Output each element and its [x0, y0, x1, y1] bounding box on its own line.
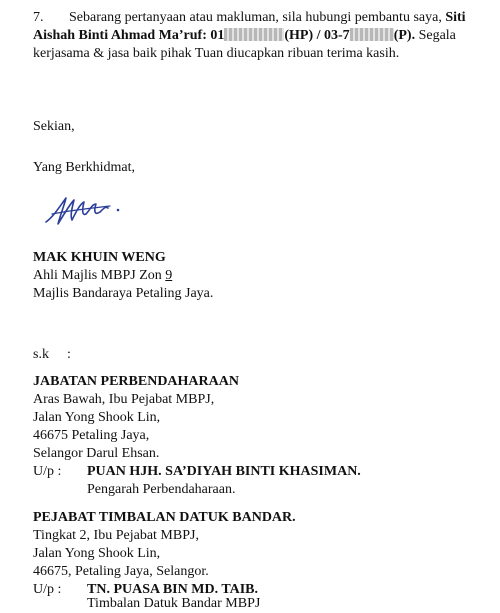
- cc-heading: [33, 346, 71, 364]
- cc1-up-name: PUAN HJH. SA’DIYAH BINTI KHASIMAN.: [87, 464, 361, 479]
- cc1-up-title-row: [33, 481, 235, 499]
- paragraph-text-a: Sebarang pertanyaan atau makluman, sila hubungi pembantu saya,: [69, 10, 446, 25]
- closing-yang-berkhidmat: Yang Berkhidmat,: [33, 160, 136, 175]
- cc1-address-line: Jalan Yong Shook Lin,: [33, 410, 161, 425]
- cc2-address-line: 46675, Petaling Jaya, Selangor.: [33, 564, 209, 579]
- contact-name-part-2: Aishah Binti Ahmad Ma’ruf: 01: [33, 28, 225, 43]
- cc1-address-line: 46675 Petaling Jaya,: [33, 428, 150, 443]
- redacted-phone-p: [350, 28, 394, 41]
- cc2-department: PEJABAT TIMBALAN DATUK BANDAR.: [33, 510, 296, 525]
- cc2-address-line: Jalan Yong Shook Lin,: [33, 546, 161, 561]
- cc1-address-line: Selangor Darul Ehsan.: [33, 446, 160, 461]
- paragraph-number: 7.: [33, 10, 44, 25]
- cc1-attention: [33, 463, 361, 481]
- cc2-address-line: Tingkat 2, Ibu Pejabat MBPJ,: [33, 528, 199, 543]
- signature-image: [42, 192, 132, 232]
- cc2-up-name: TN. PUASA BIN MD. TAIB.: [87, 582, 259, 597]
- cc2-up-title: Timbalan Datuk Bandar MBPJ: [87, 596, 261, 611]
- cc1-address-line: Aras Bawah, Ibu Pejabat MBPJ,: [33, 392, 215, 407]
- paragraph-text-b: Segala: [415, 28, 456, 43]
- redacted-phone-hp: [224, 28, 284, 41]
- contact-name-part-1: Siti: [445, 10, 466, 25]
- paragraph-7: [33, 9, 483, 63]
- sender-title-prefix: Ahli Majlis MBPJ Zon: [33, 268, 166, 283]
- sender-title: [33, 267, 172, 285]
- p-label: (P).: [393, 28, 416, 43]
- sender-zone: 9: [165, 268, 173, 283]
- cc2-up-label: U/p :: [33, 582, 62, 597]
- cc-label: s.k: [33, 347, 49, 362]
- paragraph-line-3: kerjasama & jasa baik pihak Tuan diucapkan ribuan terima kasih.: [33, 46, 400, 61]
- cc1-up-title: Pengarah Perbendaharaan.: [87, 482, 236, 497]
- hp-label: (HP) / 03-7: [284, 28, 350, 43]
- cc1-department: JABATAN PERBENDAHARAAN: [33, 374, 239, 389]
- cc2-up-title-row: [33, 595, 260, 613]
- closing-sekian: Sekian,: [33, 119, 75, 134]
- cc1-up-label: U/p :: [33, 464, 62, 479]
- sender-organization: Majlis Bandaraya Petaling Jaya.: [33, 286, 214, 301]
- cc-colon: :: [67, 347, 71, 362]
- sender-name: MAK KHUIN WENG: [33, 250, 166, 265]
